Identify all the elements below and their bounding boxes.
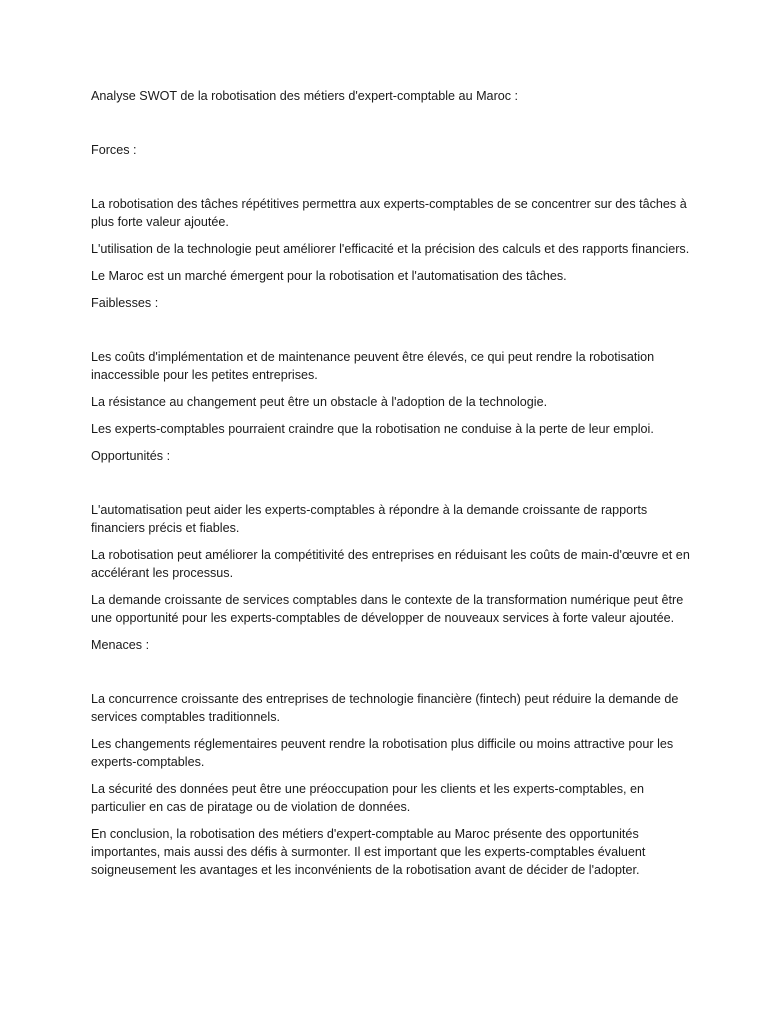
faiblesses-item: Les coûts d'implémentation et de maintenance peuvent être élevés, ce qui peut rendre la robotisation inaccessible pour les petites entreprises. [91,350,655,382]
forces-item: Le Maroc est un marché émergent pour la robotisation et l'automatisation des tâches. [91,269,567,283]
section-heading-faiblesses: Faiblesses : [91,296,159,310]
faiblesses-item: La résistance au changement peut être un obstacle à l'adoption de la technologie. [91,395,548,409]
opportunites-item: L'automatisation peut aider les experts-comptables à répondre à la demande croissante de rapports financiers précis et fiables. [91,503,648,535]
opportunites-item: La demande croissante de services comptables dans le contexte de la transformation numérique peut être une opportunité pour les experts-comptables de développer de nouveaux services à forte valeur ajoutée. [91,593,684,625]
menaces-item: La sécurité des données peut être une préoccupation pour les clients et les experts-comptables, en particulier en cas de piratage ou de violation de données. [91,782,645,814]
section-heading-opportunites: Opportunités : [91,449,171,463]
section-heading-menaces: Menaces : [91,638,150,652]
menaces-item: La concurrence croissante des entreprises de technologie financière (fintech) peut réduire la demande de services comptables traditionnels. [91,692,679,724]
document-body [91,87,691,888]
menaces-item: Les changements réglementaires peuvent rendre la robotisation plus difficile ou moins attractive pour les experts-comptables. [91,737,674,769]
opportunites-item: La robotisation peut améliorer la compétitivité des entreprises en réduisant les coûts de main-d'œuvre et en accélérant les processus. [91,548,690,580]
conclusion-paragraph: En conclusion, la robotisation des métiers d'expert-comptable au Maroc présente des opportunités importantes, mais aussi des défis à surmonter. Il est important que les experts-comptables évaluent soigneusement les avantages et les inconvénients de la robotisation avant de décider de l'adopter. [91,827,646,877]
forces-item: L'utilisation de la technologie peut améliorer l'efficacité et la précision des calculs et des rapports financiers. [91,242,690,256]
document-title: Analyse SWOT de la robotisation des métiers d'expert-comptable au Maroc : [91,89,519,103]
faiblesses-item: Les experts-comptables pourraient craindre que la robotisation ne conduise à la perte de leur emploi. [91,422,654,436]
section-heading-forces: Forces : [91,143,137,157]
forces-item: La robotisation des tâches répétitives permettra aux experts-comptables de se concentrer sur des tâches à plus forte valeur ajoutée. [91,197,687,229]
